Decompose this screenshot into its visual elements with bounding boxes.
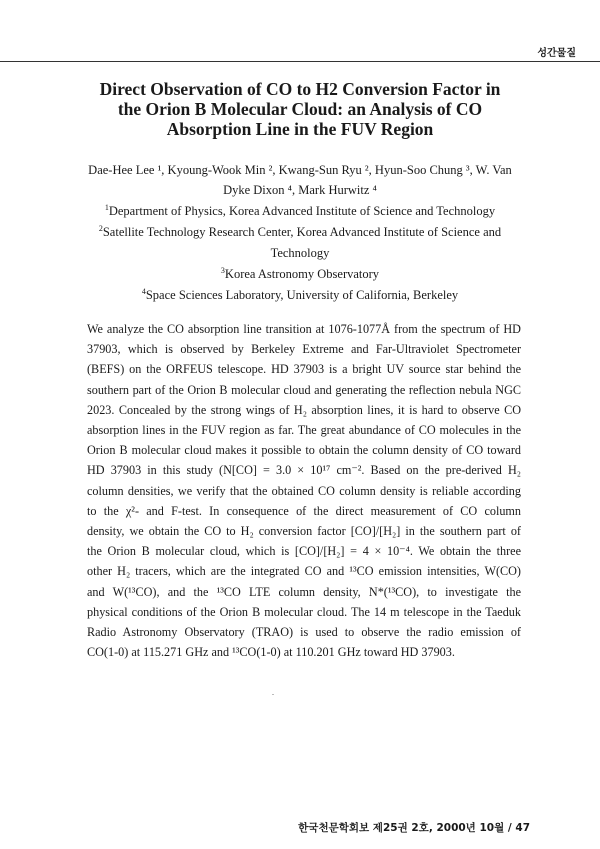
affiliation-3 bbox=[96, 264, 504, 285]
affiliation-2 bbox=[96, 222, 504, 264]
abstract-line: (BEFS) on the ORFEUS telescope. HD 37903 is a bright UV source star behind the bbox=[87, 362, 521, 377]
affiliation-4 bbox=[96, 285, 504, 306]
abstract-line: to the χ²- and F-test. In consequence of the direct measurement of CO column bbox=[87, 503, 521, 518]
title-line: Absorption Line in the FUV Region bbox=[166, 119, 434, 139]
journal-footer: 한국천문학회보 제25권 2호, 2000년 10월 / 47 bbox=[298, 822, 530, 834]
affiliation-text: Department of Physics, Korea Advanced Institute of Science and Technology bbox=[108, 204, 496, 218]
affiliation-number: 3 bbox=[220, 265, 225, 275]
abstract-line: 37903, which is observed by Berkeley Extreme and Far-Ultraviolet Spectrometer bbox=[87, 342, 521, 357]
affiliation-text: Korea Astronomy Observatory bbox=[224, 267, 380, 281]
abstract-line: other H₂ tracers, which are the integrated CO and ¹³CO emission intensities, W(CO) bbox=[87, 564, 521, 579]
abstract-line: HD 37903 in this study (N[CO] = 3.0 × 10¹⁷ cm⁻². Based on the pre-derived H₂ bbox=[87, 463, 521, 478]
affiliations bbox=[96, 201, 504, 306]
title-line: the Orion B Molecular Cloud: an Analysis of CO bbox=[117, 99, 483, 119]
abstract-line: CO(1-0) at 115.271 GHz and ¹³CO(1-0) at 110.201 GHz toward HD 37903. bbox=[87, 645, 455, 660]
section-tag: 성간물질 bbox=[537, 48, 576, 59]
affiliation-number: 2 bbox=[98, 223, 103, 233]
abstract-line: and W(¹³CO), and the ¹³CO LTE column density, N*(¹³CO), to investigate the bbox=[87, 584, 521, 599]
abstract-line: Radio Astronomy Observatory (TRAO) is used to observe the radio emission of bbox=[87, 625, 521, 640]
abstract-line: the Orion B molecular cloud, which is [CO]/[H₂] = 4 × 10⁻⁴. We obtain the three bbox=[87, 544, 521, 559]
abstract bbox=[87, 319, 521, 662]
scan-speck bbox=[272, 694, 274, 695]
paper-title bbox=[70, 79, 530, 139]
title-line: Direct Observation of CO to H2 Conversion Factor in bbox=[99, 79, 501, 99]
abstract-line: Orion B molecular cloud makes it possible to obtain the column density of CO toward bbox=[87, 443, 521, 458]
author-line: Dae-Hee Lee ¹, Kyoung-Wook Min ², Kwang-Sun Ryu ², Hyun-Soo Chung ³, W. Van bbox=[88, 163, 512, 177]
affiliation-text: Space Sciences Laboratory, University of California, Berkeley bbox=[145, 288, 459, 302]
abstract-line: southern part of the Orion B molecular cloud and generating the reflection nebula NGC bbox=[87, 382, 521, 397]
header-rule bbox=[0, 61, 600, 62]
abstract-line: density, we obtain the CO to H₂ conversion factor [CO]/[H₂] in the southern part of bbox=[87, 524, 521, 539]
author-line: Dyke Dixon ⁴, Mark Hurwitz ⁴ bbox=[223, 183, 377, 197]
abstract-line: column densities, we verify that the obtained CO column density is reliable according bbox=[87, 483, 521, 498]
abstract-line: 2023. Concealed by the strong wings of H₂ absorption lines, it is hard to observe CO bbox=[87, 402, 521, 417]
affiliation-number: 4 bbox=[141, 286, 146, 296]
affiliation-number: 1 bbox=[104, 202, 109, 212]
author-list bbox=[72, 160, 528, 200]
abstract-line: absorption lines in the FUV region as far. The great abundance of CO molecules in the bbox=[87, 423, 521, 438]
abstract-line: physical conditions of the Orion B molecular cloud. The 14 m telescope in the Taeduk bbox=[87, 604, 521, 619]
affiliation-1 bbox=[96, 201, 504, 222]
affiliation-text: Satellite Technology Research Center, Korea Advanced Institute of Science and Technology bbox=[102, 225, 502, 260]
abstract-line: We analyze the CO absorption line transition at 1076-1077Å from the spectrum of HD bbox=[87, 322, 521, 336]
